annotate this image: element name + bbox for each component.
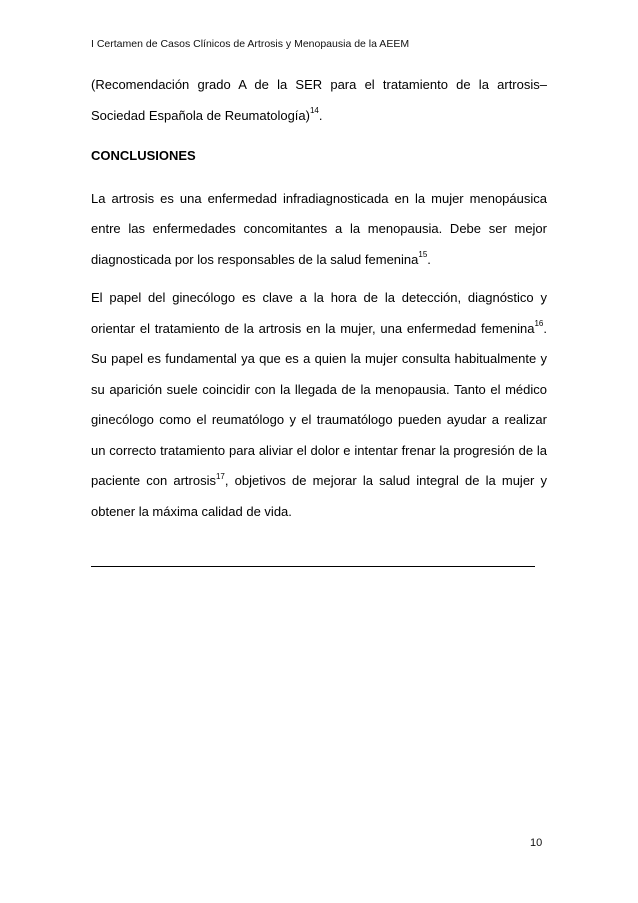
conclusion-paragraph-2 [91,283,547,527]
reference-14: 14 [309,106,319,116]
reference-17: 17 [215,471,225,481]
reference-15: 15 [418,250,428,260]
section-divider [91,566,535,567]
page-number: 10 [530,837,543,849]
conclusion-paragraph-1 [91,184,547,276]
intro-text: (Recomendación grado A de la SER para el tratamiento de la artrosis– Sociedad Española de Reumatología) [91,77,547,123]
para2-text-1: El papel del ginecólogo es clave a la hora de la detección, diagnóstico y orientar el tratamiento de la artrosis en la mujer, una enfermedad femenina [91,290,547,336]
intro-tail: . [318,107,323,123]
intro-paragraph [91,70,547,131]
para1-tail: . [427,251,431,267]
para2-text-2: . Su papel es fundamental ya que es a quien la mujer consulta habitualmente y su aparición suele coincidir con la llegada de la menopausia. Tanto el médico ginecólogo como el reumatólogo y el traumatólogo pueden ayudar a realizar un correcto tratamiento para aliviar el dolor e intentar frenar la progresión de la paciente con artrosis [91,320,547,488]
para1-text: La artrosis es una enfermedad infradiagnosticada en la mujer menopáusica entre las enfermedades concomitantes a la menopausia. Debe ser mejor diagnosticada por los responsables de la salud femenina [91,190,547,267]
page-body [91,70,547,527]
reference-16: 16 [534,319,544,329]
running-header: I Certamen de Casos Clínicos de Artrosis y Menopausia de la AEEM [91,38,410,50]
section-heading: CONCLUSIONES [91,148,196,163]
para2-text-3: , objetivos de mejorar la salud integral de la mujer y obtener la máxima calidad de vida. [91,473,548,519]
